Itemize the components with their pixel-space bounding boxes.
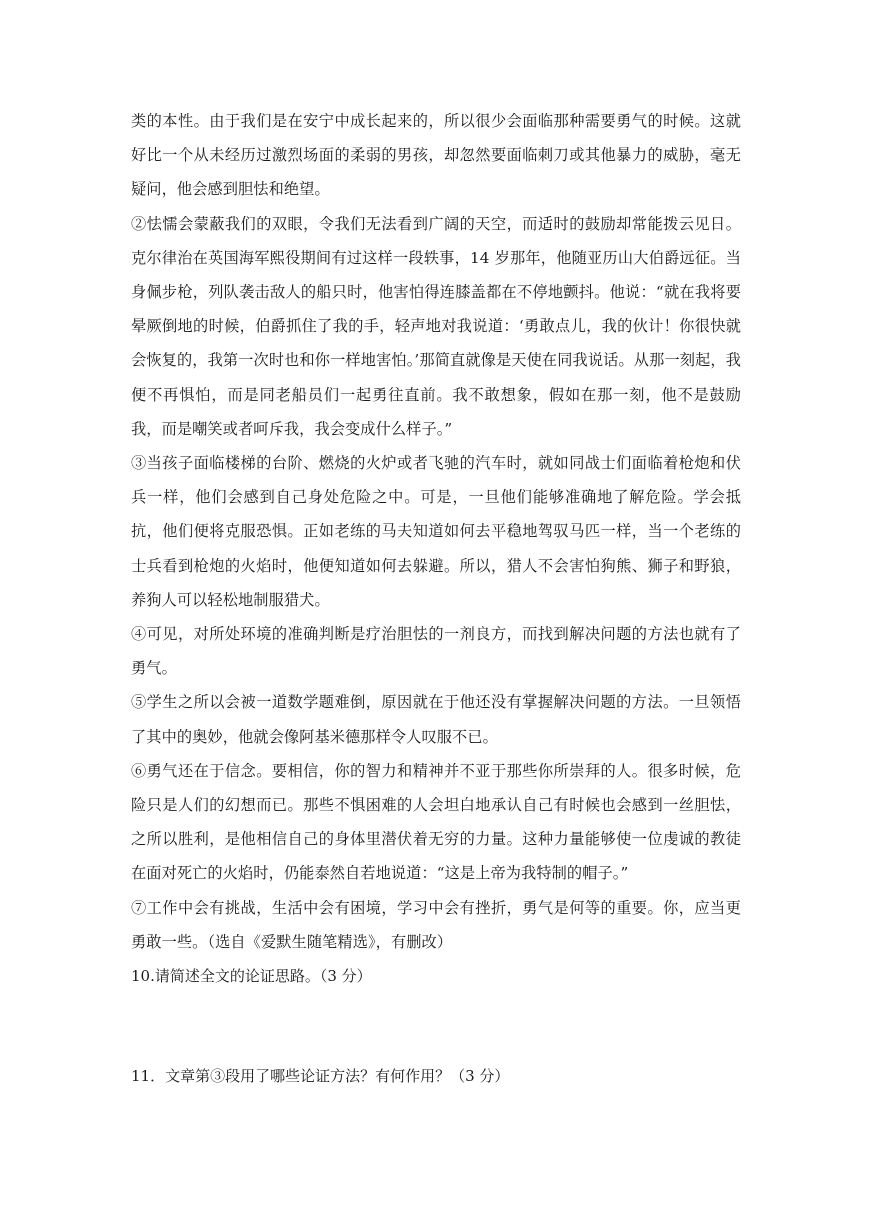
paragraph-5: ⑤学生之所以会被一道数学题难倒，原因就在于他还没有掌握解决问题的方法。一旦领悟了其中的奥妙，他就会像阿基米德那样令人叹服不已。: [131, 693, 741, 746]
paragraph-continuation: 类的本性。由于我们是在安宁中成长起来的，所以很少会面临那种需要勇气的时候。这就好比一个从未经历过激烈场面的柔弱的男孩，却忽然要面临刺刀或其他暴力的威胁，毫无疑问，他会感到胆怯和绝望。: [131, 112, 741, 199]
paragraph-4: ④可见，对所处环境的准确判断是疗治胆怯的一剂良方，而找到解决问题的方法也就有了勇气。: [131, 625, 741, 678]
document-page: [131, 104, 741, 1093]
paragraph-2: ②怯懦会蒙蔽我们的双眼，令我们无法看到广阔的天空，而适时的鼓励却常能拨云见日。克尔律治在英国海军熙役期间有过这样一段轶事，14 岁那年，他随亚历山大伯爵远征。当身佩步枪，列队袭击敌人的船只时，他害怕得连膝盖都在不停地颤抖。他说：“就在我将要晕厥倒地的时候，伯爵抓住了我的手，轻声地对我说道：‘勇敢点儿，我的伙计！你很快就会恢复的，我第一次时也和你一样地害怕。’那简直就像是天使在同我说话。从那一刻起，我便不再惧怕，而是同老船员们一起勇往直前。我不敢想象，假如在那一刻，他不是鼓励我，而是嘲笑或者呵斥我，我会变成什么样子。”: [131, 214, 741, 438]
question-10: 10.请简述全文的论证思路。（3 分）: [131, 967, 372, 986]
paragraph-6: ⑥勇气还在于信念。要相信，你的智力和精神并不亚于那些你所崇拜的人。很多时候，危险只是人们的幻想而已。那些不惧困难的人会坦白地承认自己有时候也会感到一丝胆怯，之所以胜利，是他相信自己的身体里潜伏着无穷的力量。这种力量能够使一位虔诚的教徒在面对死亡的火焰时，仍能泰然自若地说道：“这是上帝为我特制的帽子。”: [131, 761, 741, 883]
question-11: 11．文章第③段用了哪些论证方法？有何作用？（3 分）: [131, 1067, 510, 1086]
paragraph-7: ⑦工作中会有挑战，生活中会有困境，学习中会有挫折，勇气是何等的重要。你，应当更勇敢一些。（选自《爱默生随笔精选》，有删改）: [131, 898, 741, 951]
paragraph-3: ③当孩子面临楼梯的台阶、燃烧的火炉或者飞驰的汽车时，就如同战士们面临着枪炮和伏兵一样，他们会感到自己身处危险之中。可是，一旦他们能够准确地了解危险。学会抵抗，他们便将克服恐惧。正如老练的马夫知道如何去平稳地驾驭马匹一样，当一个老练的士兵看到枪炮的火焰时，他便知道如何去躲避。所以，猎人不会害怕狗熊、狮子和野狼，养狗人可以轻松地制服猎犬。: [131, 454, 741, 609]
